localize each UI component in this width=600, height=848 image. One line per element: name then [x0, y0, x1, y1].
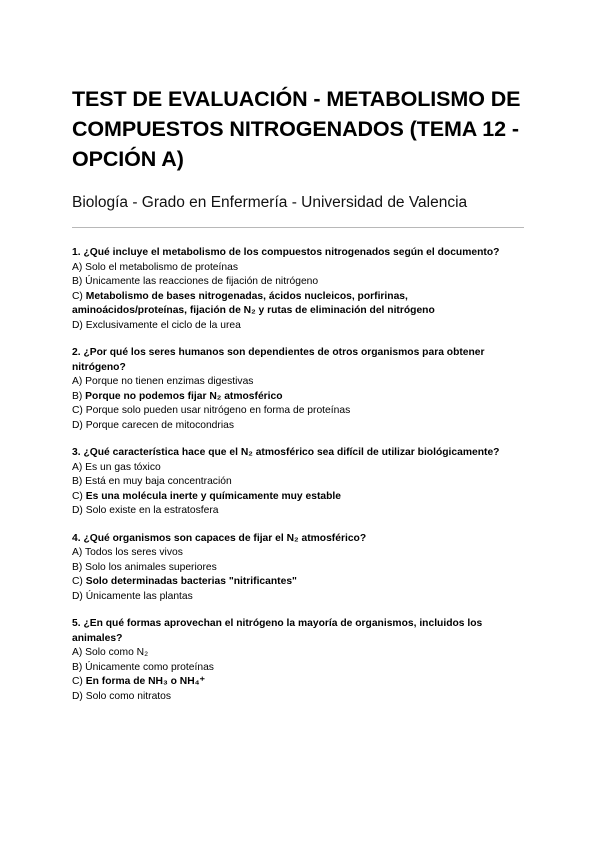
question-text: 3. ¿Qué característica hace que el N₂ atmosférico sea difícil de utilizar biológicamente?: [72, 447, 500, 458]
answer-option: [72, 390, 524, 405]
correct-answer-text: Porque no podemos fijar N₂ atmosférico: [85, 390, 283, 402]
question-text: 4. ¿Qué organismos son capaces de fijar el N₂ atmosférico?: [72, 532, 367, 544]
correct-answer-text: Solo determinadas bacterias "nitrificantes": [85, 576, 297, 587]
answer-option: [72, 504, 524, 519]
option-text: Todos los seres vivos: [84, 547, 183, 558]
option-letter: C): [72, 405, 83, 416]
option-text: Porque carecen de mitocondrias: [85, 419, 234, 431]
answer-option: [72, 461, 524, 476]
question-1: [72, 246, 524, 333]
answer-option: [72, 561, 524, 576]
option-letter: B): [72, 276, 83, 287]
answer-option: [72, 690, 524, 705]
answer-option: [72, 646, 524, 661]
answer-option: [72, 590, 524, 605]
option-letter: C): [72, 490, 83, 502]
option-text: Solo los animales superiores: [85, 561, 217, 573]
answer-option: [72, 290, 524, 319]
option-text: Únicamente las plantas: [85, 590, 193, 602]
option-letter: B): [72, 661, 83, 673]
option-letter: D): [72, 590, 83, 602]
option-text: Solo como nitratos: [85, 690, 172, 702]
option-letter: A): [72, 547, 83, 558]
answer-option: [72, 675, 524, 690]
answer-option: [72, 319, 524, 334]
document-title: TEST DE EVALUACIÓN - METABOLISMO DE COMPUESTOS NITROGENADOS (TEMA 12 - OPCIÓN A): [72, 87, 521, 171]
question-2: [72, 346, 524, 433]
answer-option: [72, 475, 524, 490]
answer-option: [72, 546, 524, 561]
document-subtitle: Biología - Grado en Enfermería - Universidad de Valencia: [72, 194, 468, 211]
option-text: Únicamente las reacciones de fijación de nitrógeno: [85, 276, 319, 287]
question-text: 2. ¿Por qué los seres humanos son dependientes de otros organismos para obtener nitrógeno?: [72, 347, 485, 373]
option-text: Está en muy baja concentración: [85, 476, 232, 487]
option-text: Exclusivamente el ciclo de la urea: [85, 319, 241, 331]
option-letter: D): [72, 319, 83, 331]
answer-option: [72, 404, 524, 419]
answer-option: [72, 490, 524, 505]
answer-option: [72, 275, 524, 290]
correct-answer-text: En forma de NH₃ o NH₄⁺: [85, 676, 205, 687]
correct-answer-text: Es una molécula inerte y químicamente muy estable: [85, 490, 341, 502]
option-letter: C): [72, 676, 83, 687]
question-text: 5. ¿En qué formas aprovechan el nitrógeno la mayoría de organismos, incluidos los animales?: [72, 618, 483, 644]
question-list: [72, 246, 524, 704]
option-letter: B): [72, 390, 83, 402]
option-letter: D): [72, 505, 83, 516]
option-letter: A): [72, 261, 83, 273]
option-letter: A): [72, 647, 83, 658]
option-letter: A): [72, 376, 83, 387]
option-letter: A): [72, 461, 83, 473]
option-text: Únicamente como proteínas: [85, 661, 214, 673]
question-4: [72, 532, 524, 605]
option-letter: B): [72, 561, 83, 573]
answer-option: [72, 261, 524, 276]
answer-option: [72, 375, 524, 390]
question-text: 1. ¿Qué incluye el metabolismo de los compuestos nitrogenados según el documento?: [72, 247, 500, 258]
answer-option: [72, 419, 524, 434]
document-page: [72, 84, 524, 717]
answer-option: [72, 575, 524, 590]
option-letter: D): [72, 690, 83, 702]
question-3: [72, 446, 524, 519]
question-5: [72, 617, 524, 704]
option-letter: C): [72, 290, 83, 302]
divider: [72, 227, 524, 228]
option-text: Porque solo pueden usar nitrógeno en forma de proteínas: [85, 405, 351, 416]
option-letter: D): [72, 419, 83, 431]
option-text: Solo el metabolismo de proteínas: [85, 261, 238, 273]
option-letter: B): [72, 476, 83, 487]
option-text: Solo como N₂: [85, 647, 149, 658]
option-text: Solo existe en la estratosfera: [85, 505, 219, 516]
answer-option: [72, 661, 524, 676]
option-text: Porque no tienen enzimas digestivas: [85, 376, 254, 387]
correct-answer-text: Metabolismo de bases nitrogenadas, ácidos nucleicos, porfirinas, aminoácidos/proteínas, fijación de N₂ y rutas de eliminación del nitrógeno: [72, 290, 435, 316]
option-text: Es un gas tóxico: [85, 461, 161, 473]
option-letter: C): [72, 576, 83, 587]
